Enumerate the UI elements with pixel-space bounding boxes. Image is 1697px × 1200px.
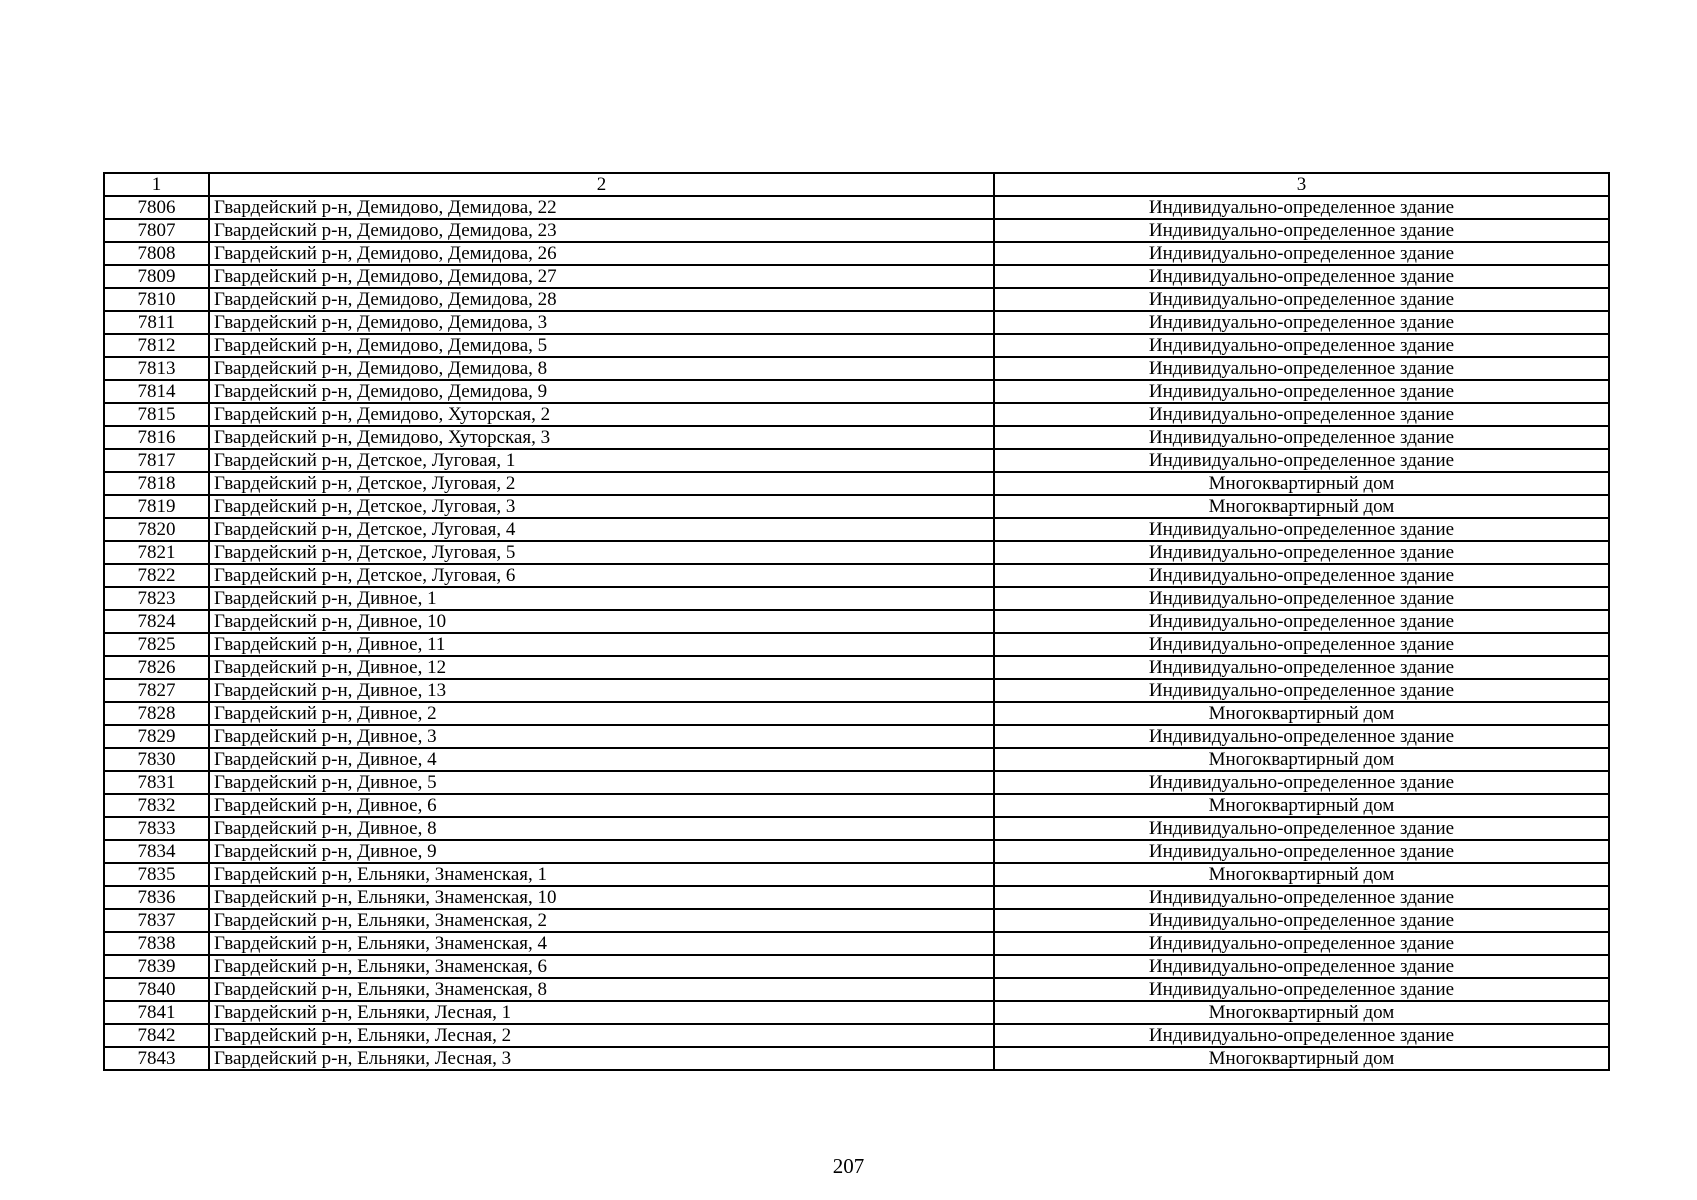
row-number-cell: 7825 <box>104 633 209 656</box>
table-row <box>104 219 1609 242</box>
row-number-cell: 7824 <box>104 610 209 633</box>
row-number-cell: 7835 <box>104 863 209 886</box>
row-type-cell: Индивидуально-определенное здание <box>994 541 1609 564</box>
column-header-address: 2 <box>209 173 994 196</box>
table-row <box>104 748 1609 771</box>
row-type-cell: Многоквартирный дом <box>994 1047 1609 1070</box>
row-number-cell: 7822 <box>104 564 209 587</box>
row-number-cell: 7831 <box>104 771 209 794</box>
row-address-cell: Гвардейский р-н, Ельняки, Лесная, 1 <box>209 1001 994 1024</box>
registry-table <box>103 172 1610 1071</box>
row-address-cell: Гвардейский р-н, Детское, Луговая, 1 <box>209 449 994 472</box>
row-number-cell: 7821 <box>104 541 209 564</box>
row-type-cell: Индивидуально-определенное здание <box>994 656 1609 679</box>
table-row <box>104 1001 1609 1024</box>
row-type-cell: Многоквартирный дом <box>994 495 1609 518</box>
table-row <box>104 357 1609 380</box>
row-type-cell: Индивидуально-определенное здание <box>994 380 1609 403</box>
row-type-cell: Индивидуально-определенное здание <box>994 196 1609 219</box>
row-address-cell: Гвардейский р-н, Ельняки, Знаменская, 6 <box>209 955 994 978</box>
row-type-cell: Многоквартирный дом <box>994 748 1609 771</box>
row-type-cell: Многоквартирный дом <box>994 1001 1609 1024</box>
row-type-cell: Индивидуально-определенное здание <box>994 587 1609 610</box>
row-number-cell: 7806 <box>104 196 209 219</box>
row-type-cell: Многоквартирный дом <box>994 794 1609 817</box>
row-address-cell: Гвардейский р-н, Демидово, Демидова, 23 <box>209 219 994 242</box>
row-address-cell: Гвардейский р-н, Дивное, 11 <box>209 633 994 656</box>
table-row <box>104 817 1609 840</box>
row-number-cell: 7820 <box>104 518 209 541</box>
row-number-cell: 7843 <box>104 1047 209 1070</box>
row-type-cell: Индивидуально-определенное здание <box>994 518 1609 541</box>
row-type-cell: Индивидуально-определенное здание <box>994 288 1609 311</box>
row-address-cell: Гвардейский р-н, Дивное, 2 <box>209 702 994 725</box>
table-row <box>104 541 1609 564</box>
table-row <box>104 1024 1609 1047</box>
row-number-cell: 7811 <box>104 311 209 334</box>
table-row <box>104 794 1609 817</box>
row-address-cell: Гвардейский р-н, Демидово, Демидова, 9 <box>209 380 994 403</box>
table-row <box>104 587 1609 610</box>
row-number-cell: 7810 <box>104 288 209 311</box>
row-type-cell: Индивидуально-определенное здание <box>994 1024 1609 1047</box>
table-row <box>104 656 1609 679</box>
row-number-cell: 7827 <box>104 679 209 702</box>
row-address-cell: Гвардейский р-н, Демидово, Демидова, 5 <box>209 334 994 357</box>
column-header-type: 3 <box>994 173 1609 196</box>
row-address-cell: Гвардейский р-н, Демидово, Демидова, 22 <box>209 196 994 219</box>
row-address-cell: Гвардейский р-н, Демидово, Демидова, 28 <box>209 288 994 311</box>
row-address-cell: Гвардейский р-н, Дивное, 13 <box>209 679 994 702</box>
row-address-cell: Гвардейский р-н, Дивное, 12 <box>209 656 994 679</box>
table-row <box>104 886 1609 909</box>
table-row <box>104 288 1609 311</box>
row-type-cell: Индивидуально-определенное здание <box>994 840 1609 863</box>
row-type-cell: Индивидуально-определенное здание <box>994 725 1609 748</box>
row-type-cell: Индивидуально-определенное здание <box>994 633 1609 656</box>
row-number-cell: 7840 <box>104 978 209 1001</box>
table-row <box>104 449 1609 472</box>
row-address-cell: Гвардейский р-н, Демидово, Демидова, 8 <box>209 357 994 380</box>
row-number-cell: 7837 <box>104 909 209 932</box>
row-number-cell: 7834 <box>104 840 209 863</box>
table-row <box>104 311 1609 334</box>
row-number-cell: 7836 <box>104 886 209 909</box>
row-type-cell: Индивидуально-определенное здание <box>994 955 1609 978</box>
row-address-cell: Гвардейский р-н, Ельняки, Лесная, 3 <box>209 1047 994 1070</box>
row-type-cell: Индивидуально-определенное здание <box>994 449 1609 472</box>
row-type-cell: Индивидуально-определенное здание <box>994 242 1609 265</box>
table-row <box>104 909 1609 932</box>
row-number-cell: 7823 <box>104 587 209 610</box>
row-type-cell: Индивидуально-определенное здание <box>994 978 1609 1001</box>
row-address-cell: Гвардейский р-н, Детское, Луговая, 2 <box>209 472 994 495</box>
row-address-cell: Гвардейский р-н, Демидово, Демидова, 3 <box>209 311 994 334</box>
row-address-cell: Гвардейский р-н, Детское, Луговая, 4 <box>209 518 994 541</box>
table-row <box>104 633 1609 656</box>
row-type-cell: Многоквартирный дом <box>994 472 1609 495</box>
row-address-cell: Гвардейский р-н, Дивное, 8 <box>209 817 994 840</box>
row-address-cell: Гвардейский р-н, Ельняки, Знаменская, 2 <box>209 909 994 932</box>
table-row <box>104 771 1609 794</box>
row-address-cell: Гвардейский р-н, Дивное, 5 <box>209 771 994 794</box>
row-address-cell: Гвардейский р-н, Демидово, Хуторская, 2 <box>209 403 994 426</box>
row-type-cell: Индивидуально-определенное здание <box>994 219 1609 242</box>
table-row <box>104 932 1609 955</box>
table-row <box>104 196 1609 219</box>
table-row <box>104 702 1609 725</box>
row-number-cell: 7819 <box>104 495 209 518</box>
table-row <box>104 495 1609 518</box>
row-address-cell: Гвардейский р-н, Дивное, 10 <box>209 610 994 633</box>
table-row <box>104 725 1609 748</box>
row-number-cell: 7838 <box>104 932 209 955</box>
row-number-cell: 7817 <box>104 449 209 472</box>
row-type-cell: Индивидуально-определенное здание <box>994 564 1609 587</box>
table-row <box>104 840 1609 863</box>
table-row <box>104 242 1609 265</box>
column-header-number: 1 <box>104 173 209 196</box>
row-address-cell: Гвардейский р-н, Демидово, Демидова, 26 <box>209 242 994 265</box>
row-type-cell: Индивидуально-определенное здание <box>994 265 1609 288</box>
row-type-cell: Индивидуально-определенное здание <box>994 610 1609 633</box>
document-page <box>103 172 1608 1071</box>
row-number-cell: 7809 <box>104 265 209 288</box>
row-number-cell: 7829 <box>104 725 209 748</box>
table-row <box>104 426 1609 449</box>
row-type-cell: Многоквартирный дом <box>994 863 1609 886</box>
row-number-cell: 7816 <box>104 426 209 449</box>
row-address-cell: Гвардейский р-н, Дивное, 9 <box>209 840 994 863</box>
row-type-cell: Индивидуально-определенное здание <box>994 817 1609 840</box>
row-address-cell: Гвардейский р-н, Ельняки, Знаменская, 1 <box>209 863 994 886</box>
row-type-cell: Индивидуально-определенное здание <box>994 679 1609 702</box>
table-row <box>104 955 1609 978</box>
page-number: 207 <box>832 1154 865 1178</box>
row-address-cell: Гвардейский р-н, Ельняки, Знаменская, 10 <box>209 886 994 909</box>
row-number-cell: 7814 <box>104 380 209 403</box>
row-number-cell: 7830 <box>104 748 209 771</box>
table-row <box>104 518 1609 541</box>
row-number-cell: 7813 <box>104 357 209 380</box>
row-number-cell: 7828 <box>104 702 209 725</box>
row-type-cell: Многоквартирный дом <box>994 702 1609 725</box>
row-number-cell: 7841 <box>104 1001 209 1024</box>
row-type-cell: Индивидуально-определенное здание <box>994 909 1609 932</box>
row-type-cell: Индивидуально-определенное здание <box>994 771 1609 794</box>
row-number-cell: 7839 <box>104 955 209 978</box>
table-row <box>104 1047 1609 1070</box>
row-address-cell: Гвардейский р-н, Демидово, Хуторская, 3 <box>209 426 994 449</box>
row-type-cell: Индивидуально-определенное здание <box>994 311 1609 334</box>
table-row <box>104 610 1609 633</box>
row-address-cell: Гвардейский р-н, Дивное, 4 <box>209 748 994 771</box>
table-row <box>104 472 1609 495</box>
row-number-cell: 7818 <box>104 472 209 495</box>
row-address-cell: Гвардейский р-н, Ельняки, Лесная, 2 <box>209 1024 994 1047</box>
table-header-row <box>104 173 1609 196</box>
row-number-cell: 7842 <box>104 1024 209 1047</box>
row-number-cell: 7832 <box>104 794 209 817</box>
row-address-cell: Гвардейский р-н, Дивное, 1 <box>209 587 994 610</box>
table-row <box>104 679 1609 702</box>
row-number-cell: 7815 <box>104 403 209 426</box>
row-number-cell: 7807 <box>104 219 209 242</box>
table-row <box>104 334 1609 357</box>
table-row <box>104 978 1609 1001</box>
row-number-cell: 7812 <box>104 334 209 357</box>
row-address-cell: Гвардейский р-н, Ельняки, Знаменская, 4 <box>209 932 994 955</box>
row-address-cell: Гвардейский р-н, Детское, Луговая, 6 <box>209 564 994 587</box>
row-type-cell: Индивидуально-определенное здание <box>994 334 1609 357</box>
row-address-cell: Гвардейский р-н, Дивное, 6 <box>209 794 994 817</box>
row-address-cell: Гвардейский р-н, Ельняки, Знаменская, 8 <box>209 978 994 1001</box>
row-address-cell: Гвардейский р-н, Демидово, Демидова, 27 <box>209 265 994 288</box>
table-row <box>104 863 1609 886</box>
row-type-cell: Индивидуально-определенное здание <box>994 426 1609 449</box>
row-number-cell: 7826 <box>104 656 209 679</box>
row-address-cell: Гвардейский р-н, Дивное, 3 <box>209 725 994 748</box>
row-type-cell: Индивидуально-определенное здание <box>994 932 1609 955</box>
row-type-cell: Индивидуально-определенное здание <box>994 403 1609 426</box>
row-type-cell: Индивидуально-определенное здание <box>994 886 1609 909</box>
row-address-cell: Гвардейский р-н, Детское, Луговая, 3 <box>209 495 994 518</box>
row-number-cell: 7833 <box>104 817 209 840</box>
row-address-cell: Гвардейский р-н, Детское, Луговая, 5 <box>209 541 994 564</box>
table-row <box>104 403 1609 426</box>
table-row <box>104 564 1609 587</box>
table-body <box>104 196 1609 1070</box>
row-type-cell: Индивидуально-определенное здание <box>994 357 1609 380</box>
table-row <box>104 265 1609 288</box>
row-number-cell: 7808 <box>104 242 209 265</box>
table-row <box>104 380 1609 403</box>
